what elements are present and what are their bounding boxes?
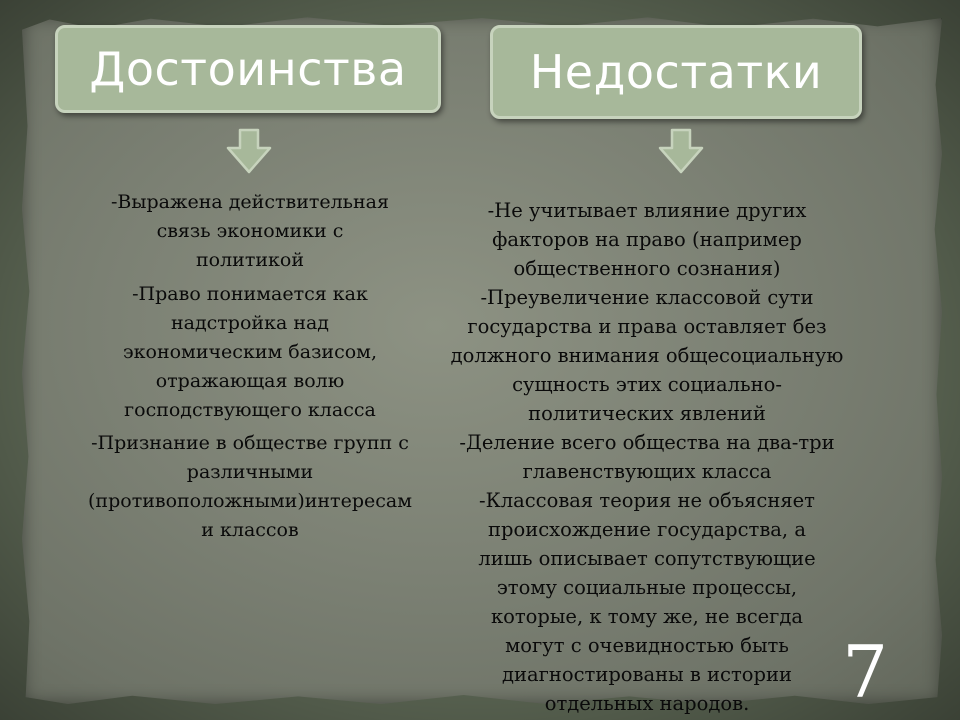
slide-number: 7 bbox=[842, 630, 888, 714]
disadvantage-item: -Классовая теория не объясняет происхождение государства, а лишь описывает сопутствующие этому социальные процессы, которые, к тому же, не всегда могут с очевидностью быть диагностированы в истории отдельных народов. bbox=[478, 489, 816, 715]
disadvantages-header-label: Недостатки bbox=[529, 45, 823, 99]
advantage-item: -Признание в обществе групп с различными (противоположными)интересам и классов bbox=[88, 432, 412, 541]
disadvantage-item: -Преувеличение классовой сути государства и права оставляет без должного внимания общесоциальную сущность этих социально- политических явлений bbox=[450, 286, 844, 425]
disadvantage-item: -Не учитывает влияние других факторов на право (например общественного сознания) bbox=[487, 199, 807, 280]
disadvantages-header bbox=[490, 25, 862, 119]
down-arrow-icon bbox=[658, 128, 704, 174]
advantage-item: -Право понимается как надстройка над экономическим базисом, отражающая волю господствующего класса bbox=[123, 283, 377, 421]
advantages-header bbox=[55, 25, 441, 113]
disadvantages-list bbox=[432, 196, 862, 718]
advantages-list bbox=[60, 188, 440, 545]
disadvantage-item: -Деление всего общества на два-три главенствующих класса bbox=[459, 431, 835, 483]
down-arrow-icon bbox=[226, 128, 272, 174]
advantage-item: -Выражена действительная связь экономики с политикой bbox=[110, 191, 389, 271]
advantages-header-label: Достоинства bbox=[89, 42, 407, 96]
